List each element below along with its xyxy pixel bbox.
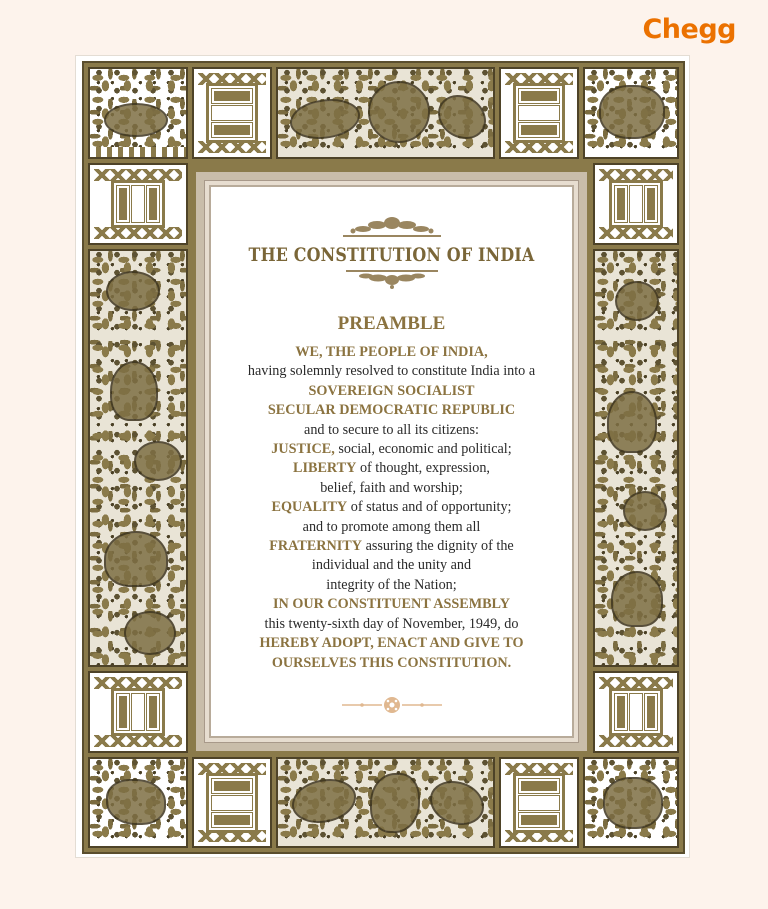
geometric-tile-left-upper — [88, 163, 188, 245]
preamble-frame — [194, 170, 589, 753]
body-text: social, economic and political; — [334, 441, 512, 458]
closing-ornament-icon — [340, 695, 444, 715]
lotus-icon — [615, 281, 659, 321]
emphasized-phrase: LIBERTY — [293, 460, 357, 477]
geometric-tile-bottom-right — [499, 757, 579, 848]
foliage-tile-top — [276, 67, 495, 159]
lotus-icon — [134, 441, 182, 481]
preamble-line — [211, 576, 572, 595]
body-text: assuring the dignity of the — [362, 538, 514, 555]
horse-rider-icon — [106, 779, 166, 825]
preamble-line — [211, 421, 572, 440]
body-text: of status and of opportunity; — [347, 499, 512, 516]
preamble-line — [211, 537, 572, 556]
bull-icon — [104, 103, 168, 137]
preamble-line — [211, 498, 572, 517]
floral-peacock-tile-left — [88, 249, 188, 667]
body-text: having solemnly resolved to constitute India into a — [247, 363, 536, 380]
preamble-line — [211, 362, 572, 381]
lion-motif-tile — [583, 757, 679, 848]
constitution-preamble-image — [75, 55, 690, 858]
elephant-icon — [599, 85, 665, 139]
emphasized-phrase: JUSTICE, — [271, 441, 335, 458]
preamble-line — [211, 654, 572, 673]
bottom-flourish-icon — [342, 269, 442, 291]
elephant-motif-tile — [583, 67, 679, 159]
peacock-icon — [607, 391, 657, 453]
geometric-tile-top-left — [192, 67, 272, 159]
leaf-scroll-icon — [438, 95, 486, 139]
lotus-icon — [124, 611, 176, 655]
emphasized-phrase: SECULAR DEMOCRATIC REPUBLIC — [267, 402, 516, 419]
top-flourish-icon — [337, 213, 447, 239]
preamble-heading: PREAMBLE — [337, 313, 446, 334]
lotus-icon — [106, 271, 160, 311]
peacock-icon — [104, 531, 168, 587]
preamble-line — [211, 479, 572, 498]
peacock-icon — [110, 361, 158, 421]
horse-rider-motif-tile — [88, 757, 188, 848]
preamble-line — [211, 382, 572, 401]
foliage-bird-tile-bottom — [276, 757, 495, 848]
emphasized-phrase: WE, THE PEOPLE OF INDIA, — [295, 344, 488, 360]
emphasized-phrase: IN OUR CONSTITUENT ASSEMBLY — [273, 596, 510, 613]
bull-motif-tile — [88, 67, 188, 159]
preamble-line — [211, 556, 572, 575]
document-title: THE CONSTITUTION OF INDIA — [248, 245, 535, 266]
leaf-scroll-icon — [290, 99, 360, 139]
preamble-line — [211, 518, 572, 537]
geometric-tile-left-lower — [88, 671, 188, 753]
emphasized-phrase: EQUALITY — [271, 499, 348, 516]
flower-medallion-icon — [368, 81, 430, 143]
body-text: integrity of the Nation; — [326, 576, 457, 593]
preamble-line — [211, 459, 572, 478]
preamble-line — [211, 595, 572, 614]
body-text: and to secure to all its citizens: — [304, 421, 479, 438]
preamble-line — [211, 401, 572, 420]
peacock-icon — [611, 571, 663, 627]
preamble-text — [211, 343, 572, 673]
preamble-line — [211, 440, 572, 459]
leaf-scroll-icon — [430, 781, 484, 825]
emphasized-phrase: SOVEREIGN SOCIALIST — [308, 382, 475, 399]
geometric-tile-right-upper — [593, 163, 679, 245]
geometric-tile-right-lower — [593, 671, 679, 753]
emphasized-phrase: OURSELVES THIS CONSTITUTION. — [271, 654, 512, 671]
leaf-scroll-icon — [292, 779, 356, 823]
lion-icon — [603, 777, 663, 829]
body-text: this twenty-sixth day of November, 1949, do — [264, 615, 519, 632]
bird-icon — [370, 773, 420, 833]
preamble-line — [211, 343, 572, 362]
body-text: individual and the unity and — [311, 557, 472, 574]
preamble-line — [211, 634, 572, 653]
body-text: and to promote among them all — [302, 518, 481, 535]
geometric-tile-top-right — [499, 67, 579, 159]
geometric-tile-bottom-left — [192, 757, 272, 848]
preamble-line — [211, 615, 572, 634]
emphasized-phrase: FRATERNITY — [269, 538, 363, 555]
emphasized-phrase: HEREBY ADOPT, ENACT AND GIVE TO — [259, 635, 524, 652]
chegg-logo[interactable]: Chegg — [642, 14, 736, 45]
lotus-icon — [623, 491, 667, 531]
body-text: of thought, expression, — [356, 460, 490, 477]
preamble-content — [211, 187, 572, 736]
floral-peacock-tile-right — [593, 249, 679, 667]
ornamental-border — [82, 61, 685, 854]
body-text: belief, faith and worship; — [320, 479, 463, 496]
